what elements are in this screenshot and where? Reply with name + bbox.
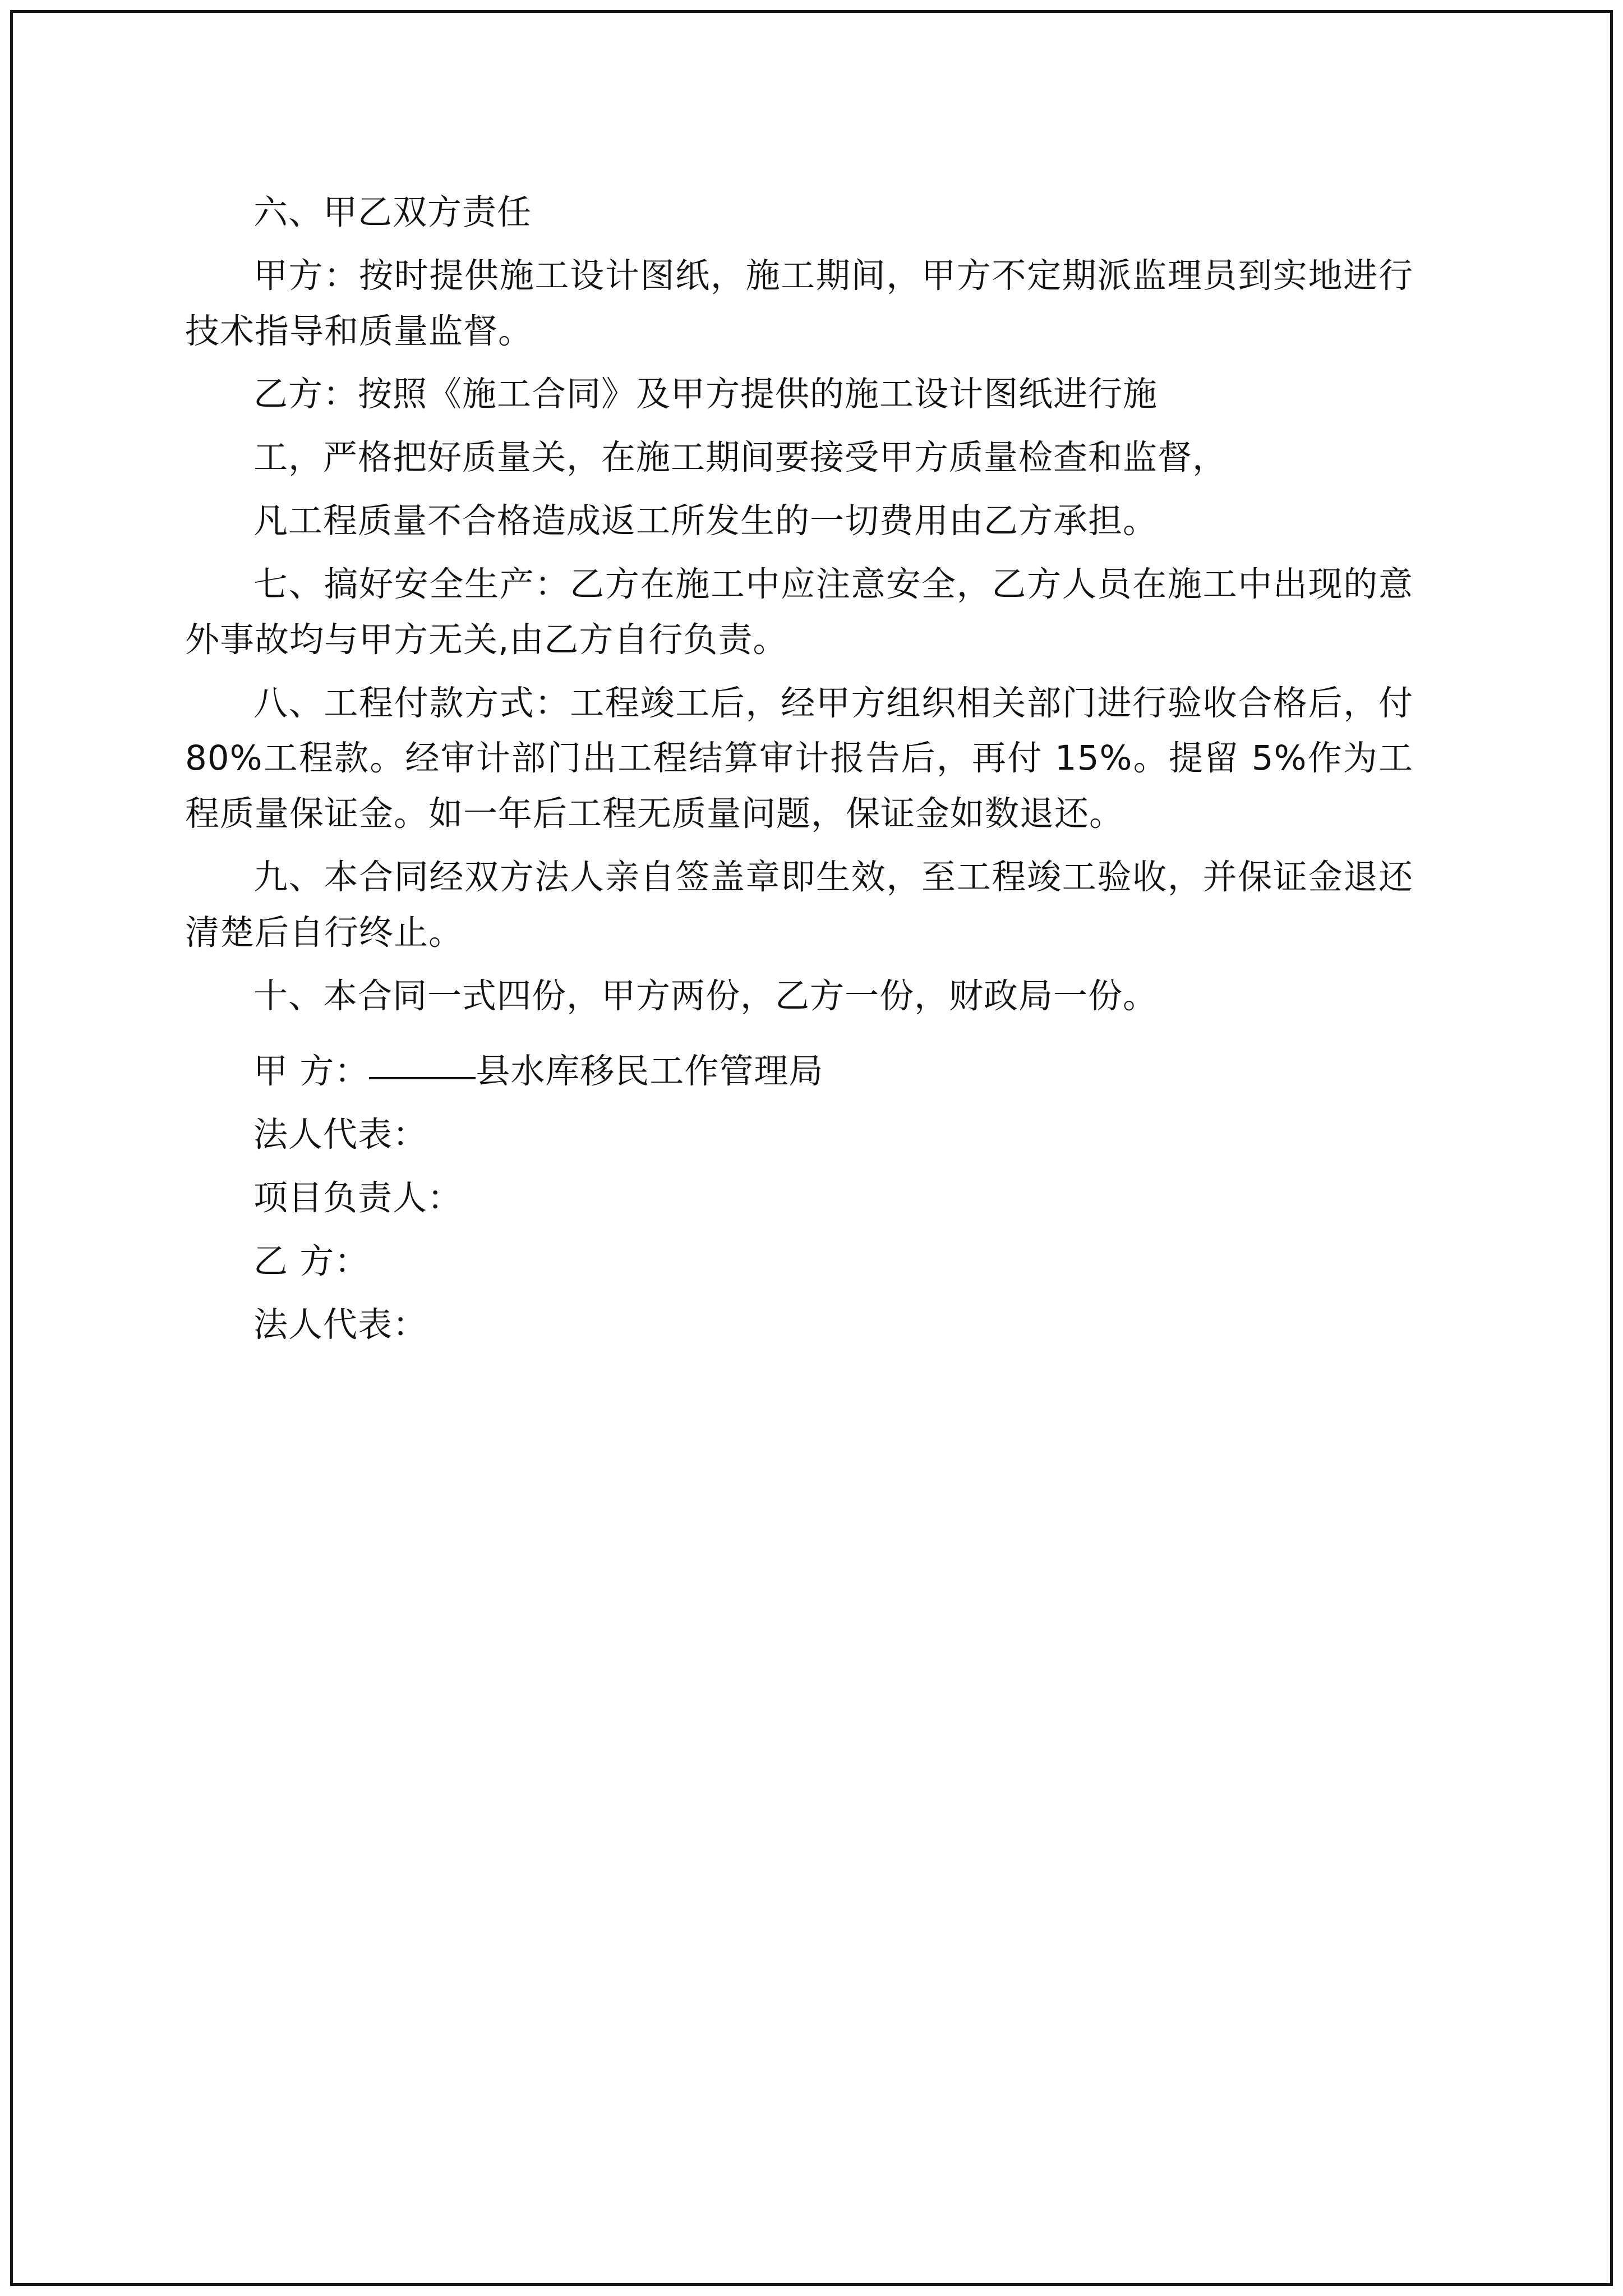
section-6-heading: 六、甲乙双方责任 — [253, 192, 532, 232]
section-7-safety: 七、搞好安全生产：乙方在施工中应注意安全，乙方人员在施工中出现的意外事故均与甲方无关,由乙方自行负责。 — [185, 564, 1413, 660]
section-10-copies: 十、本合同一式四份，甲方两份，乙方一份，财政局一份。 — [253, 976, 1158, 1016]
party-a-label: 甲 方： — [253, 1051, 370, 1092]
section-6-rework-clause: 凡工程质量不合格造成返工所发生的一切费用由乙方承担。 — [253, 501, 1158, 541]
party-a-blank-line — [369, 1077, 476, 1079]
signature-party-b-legal-rep: 法人代表： — [253, 1304, 428, 1345]
section-9-effectiveness: 九、本合同经双方法人亲自签盖章即生效，至工程竣工验收，并保证金退还清楚后自行终止。 — [185, 857, 1413, 953]
signature-project-manager: 项目负责人： — [253, 1178, 463, 1218]
document-body — [185, 185, 1413, 1360]
section-8-payment: 八、工程付款方式：工程竣工后，经甲方组织相关部门进行验收合格后，付 80%工程款。经审计部门出工程结算审计报告后，再付 15%。提留 5%作为工程质量保证金。如一年后工程无质量问题，保证金如数退还。 — [185, 683, 1413, 834]
section-6-party-b-continued: 工，严格把好质量关，在施工期间要接受甲方质量检查和监督， — [253, 438, 1228, 478]
section-6-party-b: 乙方：按照《施工合同》及甲方提供的施工设计图纸进行施 — [253, 374, 1158, 415]
section-6-party-a: 甲方：按时提供施工设计图纸，施工期间，甲方不定期派监理员到实地进行技术指导和质量监督。 — [185, 255, 1413, 351]
signature-party-a — [185, 1044, 1413, 1099]
signature-party-a-legal-rep: 法人代表： — [253, 1115, 428, 1155]
signature-party-b: 乙 方： — [253, 1241, 370, 1281]
party-a-value: 县水库移民工作管理局 — [476, 1051, 824, 1092]
